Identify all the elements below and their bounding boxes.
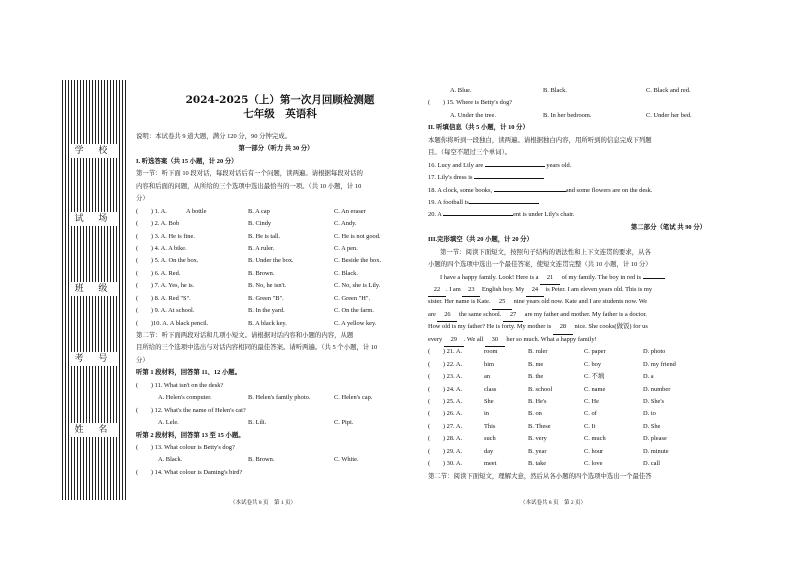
cloze-directions-2: 小题的四个选项中选出一个最佳答案，使短文连贯完整（共 10 小题，计 10 分） <box>428 261 652 269</box>
question-13-options: A. Black. B. Brown. C. White. <box>158 456 359 464</box>
passage-line: sister. Her name is Kate. 25 nine years old now. Kate and I are students now. We <box>428 296 718 308</box>
section-two-directions-2: 目。（每空不超过三个单词）。 <box>428 149 512 157</box>
question-14-options: A. Blue. B. Black. C. Black and red. <box>450 87 691 94</box>
option-row: ( ) 21. A. room B. ruler C. paper D. photo <box>428 348 666 356</box>
section-two-instructions: 第二节：听下面两段对话和几项小短文。请根据对话内容和小题的内容，从题 <box>136 332 354 339</box>
question-row: ( ) 2. A. Bob B. Cindy C. Andy. <box>136 220 357 228</box>
question-row: ( )10. A. A black pencil. B. A black key. C. A yellow key. <box>136 319 377 327</box>
passage-line: every 29 . We all 30 her so much. What a happy family! <box>428 334 718 346</box>
section-two-directions: 本题你将听到一段独白，读两遍。请根据独白内容，用所听到的信息完成下列题 <box>428 136 652 144</box>
answer-blank[interactable] <box>474 178 544 179</box>
question-15: ( ) 15. Where is Betty's dog? <box>428 99 513 107</box>
option-row: ( ) 24. A. class B. school C. name D. number <box>428 385 671 393</box>
section-one-instructions: 第一节：听下面 10 段对话，每段对话后有一个问题，读两遍。请根据每段对话的 <box>136 170 363 178</box>
answer-blank[interactable] <box>485 166 545 167</box>
section-two-instructions-2: 目所给的三个选项中选出与对话内容相同的最佳答案。请听两遍。（共 5 个小题，计 10 <box>136 344 378 352</box>
cloze-directions: 第一节：阅读下面短文，按照句子结构的语法性和上下文连贯的要求，从各 <box>440 248 651 256</box>
part-one-heading: 第一部分（听力 共 30 分） <box>238 145 314 153</box>
right-column <box>428 85 718 483</box>
answer-blank[interactable] <box>443 215 513 216</box>
section-one-instructions-3: 分） <box>136 195 149 203</box>
class-label: 班 级 <box>70 282 118 296</box>
question-13: ( ) 13. What colour is Betty's dog? <box>136 443 235 451</box>
material-one-heading: 听第 1 段材料，回答第 11、12 小题。 <box>136 369 242 377</box>
page-two-footer: （本试卷共 8 页 第 2 页） <box>520 500 587 506</box>
option-row: ( ) 22. A. him B. me C. boy D. my friend <box>428 360 676 368</box>
answer-blank[interactable] <box>494 191 566 192</box>
part-two-heading: 第二部分（笔试 共 90 分） <box>630 223 706 231</box>
option-row: ( ) 26. A. in B. on C. of D. to <box>428 410 656 418</box>
question-row: ( ) 7. A. Yes, he is. B. No, he isn't. C. No, she is Lily. <box>136 282 381 290</box>
passage-line: I have a happy family. Look! Here is a 21 of my family. The boy in red is <box>428 272 718 284</box>
cloze-heading: III.完形填空（共 20 小题，计 20 分） <box>428 236 533 244</box>
binding-margin <box>62 80 126 500</box>
fill-20: 20. A ent is under Lily's chair. <box>428 211 575 219</box>
option-row: ( ) 28. A. such B. very C. much D. please <box>428 435 667 443</box>
question-row: ( ) 1. A. A bottle B. A cap C. An eraser <box>136 207 366 215</box>
left-column <box>136 131 416 479</box>
question-row: ( ) 8. A. Red "S". B. Green "B". C. Green "H". <box>136 294 371 302</box>
exam-title: 2024-2025（上）第一次月回顾检测题 <box>185 94 375 106</box>
question-12-options: A. Lele. B. Lili. C. Pipi. <box>158 419 354 427</box>
exam-number-label: 考 号 <box>70 352 118 366</box>
fill-19: 19. A football is <box>428 197 718 209</box>
page-one-footer: （本试卷共 8 页 第 1 页） <box>230 500 297 506</box>
option-row: ( ) 29. A. day B. year C. hour D. minute <box>428 447 669 455</box>
material-two-heading: 听第 2 段材料，回答第 13 至 15 小题。 <box>136 431 245 439</box>
option-row: ( ) 23. A. an B. the C. 不填 D. a <box>428 373 654 381</box>
question-15-options: A. Under the tree. B. In her bedroom. C. Under her bed. <box>450 111 692 119</box>
exam-subtitle: 七年级 英语科 <box>243 108 317 120</box>
section-two-heading: II. 听填信息（共 5 小题，计 10 分） <box>428 124 529 132</box>
section-one-instructions-2: 内容和后面的问题，从所给的三个选项中选出最恰当的一项。（共 10 小题，计 10 <box>136 182 362 190</box>
question-12: ( ) 12. What's the name of Helen's cat? <box>136 406 246 414</box>
fill-17: 17. Lily's dress is <box>428 172 718 184</box>
answer-blank[interactable] <box>469 203 539 204</box>
question-row: ( ) 3. A. He is fine. B. He is tall. C. He is not good. <box>136 232 381 240</box>
question-11: ( ) 11. What isn't on the desk? <box>136 381 224 389</box>
school-label: 学 校 <box>70 144 118 158</box>
name-label: 姓 名 <box>70 423 118 437</box>
fill-16: 16. Lucy and Lily are years old. <box>428 161 572 169</box>
question-row: ( ) 4. A. A bike. B. A ruler. C. A pen. <box>136 244 358 252</box>
passage-line: 22 . I am 23 English boy. My 24 is Peter. I am eleven years old. This is my <box>428 284 718 296</box>
reading-section-instructions: 第二节：阅读下面短文，理解大意，然后从各小题的四个选项中选出一个最佳答 <box>428 472 652 480</box>
question-11-options: A. Helen's computer. B. Helen's family photo. C. Helen's cap. <box>158 394 373 402</box>
section-two-instructions-3: 分） <box>136 356 149 364</box>
question-row: ( ) 5. A. On the box. B. Under the box. C. Beside the box. <box>136 257 382 265</box>
exam-room-label: 试 场 <box>70 212 118 226</box>
question-row: ( ) 6. A. Red. B. Brown. C. Black. <box>136 269 358 277</box>
fill-18: 18. A clock, some books, and some flowers are on the desk. <box>428 186 653 194</box>
question-row: ( ) 9. A. At school. B. In the yard. C. On the farm. <box>136 307 374 315</box>
question-14: ( ) 14. What colour is Daming's bird? <box>136 468 243 476</box>
passage-line: How old is my father? He is forty. My mother is 28 nice. She cooks(做饭) for us <box>428 321 718 333</box>
passage-line: are 26 the same school. 27 are my father and mother. My father is a doctor. <box>428 309 718 321</box>
option-row: ( ) 25. A. She B. He's C. He D. She's <box>428 397 665 405</box>
section-one-heading: I. 听选答案（共 15 小题，计 20 分） <box>136 157 238 165</box>
option-row: ( ) 30. A. meet B. take C. love D. call <box>428 460 661 468</box>
exam-note: 说明：本试卷共 9 道大题，满分 120 分，90 分钟完成。 <box>136 133 291 140</box>
option-row: ( ) 27. A. This B. These C. It D. She <box>428 422 661 430</box>
